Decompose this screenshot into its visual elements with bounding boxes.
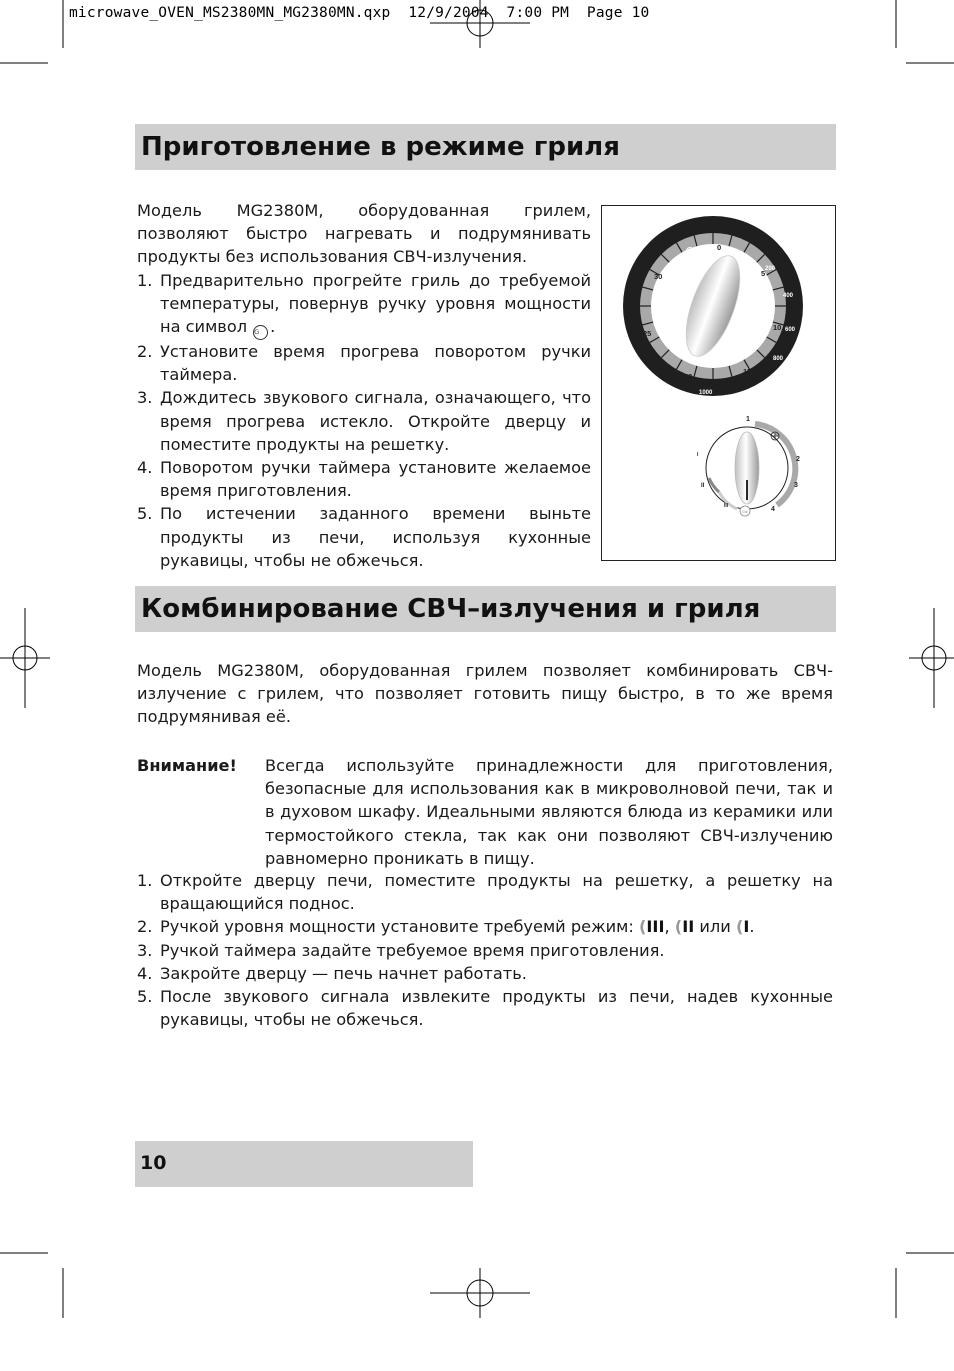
timer-number: 5	[761, 269, 766, 278]
timer-number: 30	[654, 272, 663, 281]
mode-label: I	[743, 917, 750, 937]
timer-number: 20	[684, 372, 693, 381]
list-item: 4. Закройте дверцу — печь начнет работать.	[137, 963, 527, 983]
section-combi-intro	[137, 659, 833, 729]
list-item: 3. Дождитесь звукового сигнала, означающего, что время прогрева истекло. Откройте дверцу и поместите продукты на решетку.	[137, 388, 591, 454]
power-mark: 3	[794, 482, 798, 489]
power-knob	[735, 432, 759, 504]
weight-number: 1000	[699, 390, 713, 396]
power-mark: II	[701, 483, 705, 489]
grill-steps	[137, 269, 591, 572]
weight-number: 800	[773, 356, 784, 362]
combi-steps	[137, 869, 833, 1031]
power-dial	[697, 416, 800, 516]
section-title-grill: Приготовление в режиме гриля	[135, 124, 836, 170]
power-mark: 2	[796, 456, 800, 463]
section-title-combi: Комбинирование СВЧ–излучения и гриля	[135, 586, 836, 632]
power-mark: 4	[771, 506, 775, 513]
list-item: 5. После звукового сигнала извлеките продукты из печи, надев кухонные рукавицы, чтобы не обжечься.	[137, 987, 833, 1030]
list-item: 2. Ручкой уровня мощности установите требуемй режим: (III, (II или (I.	[137, 917, 755, 937]
power-mark: III	[724, 503, 729, 509]
registration-mark-top	[430, 0, 530, 48]
power-mark: 1	[746, 416, 750, 423]
timer-number: 25	[643, 329, 652, 338]
timer-number: 15	[743, 367, 752, 376]
mode-bracket: (	[674, 917, 683, 937]
combi-intro: Модель MG2380M, оборудованная грилем позволяет комбинировать СВЧ-излучение с грилем, что позволяет готовить пищу быстро, в то же время подрумянивая её.	[137, 661, 833, 727]
timer-dial	[623, 216, 803, 396]
timer-number: 10	[773, 323, 782, 332]
weight-number: 600	[785, 327, 796, 333]
warning-text: Всегда используйте принадлежности для приготовления, безопасные для использования как в микроволновой печи, так и в духовом шкафу. Идеальными являются блюда из керамики или термостойкого стекла, так как они позволяют СВЧ-излучению равномерно проникать в пищу.	[265, 756, 833, 868]
list-item: 2. Установите время прогрева поворотом ручки таймера.	[137, 342, 591, 385]
grill-intro: Модель MG2380M, оборудованная грилем, позволяют быстро нагревать и подрумянивать продукты без использования СВЧ-излучения.	[137, 201, 591, 267]
list-item: 4. Поворотом ручки таймера установите желаемое время приготовления.	[137, 458, 591, 501]
timer-number: 0	[717, 243, 722, 252]
mode-label: II	[682, 917, 695, 937]
registration-mark-right	[909, 608, 954, 708]
mode-bracket: (	[735, 917, 744, 937]
dials-illustration	[601, 205, 836, 561]
power-mark: I	[697, 452, 699, 458]
list-item: 5. По истечении заданного времени выньте продукты из печи, используя кухонные рукавицы, чтобы не обжечься.	[137, 504, 591, 570]
printer-slug: microwave_OVEN_MS2380MN_MG2380MN.qxp 12/9/2004 7:00 PM Page 10	[69, 5, 650, 21]
grill-symbol-icon: G	[253, 325, 268, 340]
dials-svg	[602, 206, 835, 560]
section-combi-steps	[137, 869, 833, 1031]
list-item: 1. Откройте дверцу печи, поместите продукты на решетку, а решетку на вращающийся поднос.	[137, 871, 833, 914]
registration-mark-left	[0, 608, 50, 708]
section-grill-body	[137, 199, 591, 572]
registration-mark-bottom	[430, 1268, 530, 1318]
page-number-bar	[135, 1141, 473, 1187]
warning-label: Внимание!	[137, 756, 237, 775]
list-item: 1. Предварительно прогрейте гриль до требуемой температуры, повернув ручку уровня мощности на символ G .	[137, 269, 591, 340]
list-item: 3. Ручкой таймера задайте требуемое время приготовления.	[137, 940, 665, 960]
mode-bracket: (	[639, 917, 647, 937]
weight-number: 400	[783, 293, 794, 299]
mode-label: III	[646, 917, 665, 937]
warning-block	[265, 754, 833, 870]
svg-text:Gril: Gril	[742, 510, 748, 514]
weight-number: 200	[765, 266, 776, 272]
timer-unit-label: Min	[696, 249, 704, 254]
page-number: 10	[140, 1152, 167, 1174]
